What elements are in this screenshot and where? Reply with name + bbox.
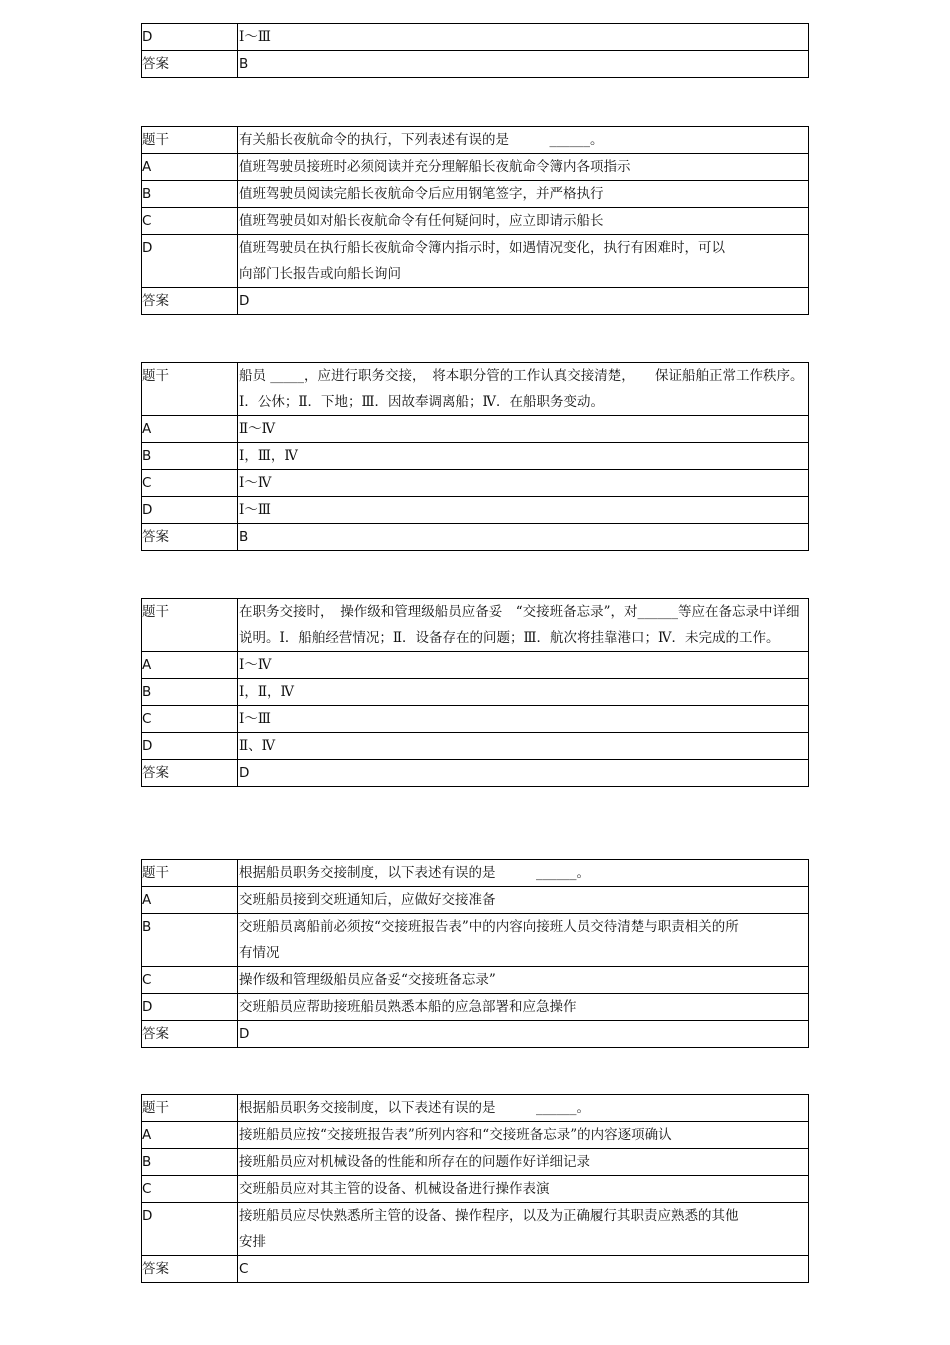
option-row-d — [142, 994, 809, 1021]
stem-text: 在职务交接时， 操作级和管理级船员应备妥 “交接班备忘录”，对______等应在备忘录中详细说明。Ⅰ．船舶经营情况；Ⅱ．设备存在的问题；Ⅲ．航次将挂靠港口；Ⅳ．未完成的工作。 — [238, 599, 809, 652]
option-label: D — [142, 235, 238, 288]
stem-text: 根据船员职务交接制度，以下表述有误的是 ______。 — [238, 1095, 809, 1122]
option-row-d — [142, 1203, 809, 1256]
option-row-c — [142, 1176, 809, 1203]
option-row-b — [142, 914, 809, 967]
answer-row — [142, 760, 809, 787]
option-text: Ⅰ～Ⅳ — [238, 652, 809, 679]
answer-label: 答案 — [142, 1256, 238, 1283]
question-table-2 — [141, 362, 809, 551]
option-label: A — [142, 416, 238, 443]
option-label: B — [142, 181, 238, 208]
option-text: 交班船员离船前必须按“交接班报告表”中的内容向接班人员交待清楚与职责相关的所有情况 — [238, 914, 809, 967]
option-text: Ⅱ、Ⅳ — [238, 733, 809, 760]
stem-label: 题干 — [142, 127, 238, 154]
stem-label: 题干 — [142, 1095, 238, 1122]
question-table-1 — [141, 126, 809, 315]
option-label: A — [142, 652, 238, 679]
stem-text: 有关船长夜航命令的执行，下列表述有误的是 ______。 — [238, 127, 809, 154]
option-text: Ⅰ～Ⅲ — [238, 706, 809, 733]
option-text: 接班船员应对机械设备的性能和所存在的问题作好详细记录 — [238, 1149, 809, 1176]
option-row-b — [142, 181, 809, 208]
stem-row — [142, 363, 809, 416]
answer-value: D — [238, 1021, 809, 1048]
stem-text: 根据船员职务交接制度，以下表述有误的是 ______。 — [238, 860, 809, 887]
option-text: 交班船员应帮助接班船员熟悉本船的应急部署和应急操作 — [238, 994, 809, 1021]
option-label: D — [142, 1203, 238, 1256]
option-text: Ⅰ～Ⅲ — [238, 24, 809, 51]
option-text: Ⅰ～Ⅲ — [238, 497, 809, 524]
answer-value: D — [238, 760, 809, 787]
option-row-b — [142, 679, 809, 706]
answer-row — [142, 1021, 809, 1048]
stem-row — [142, 860, 809, 887]
option-row-a — [142, 1122, 809, 1149]
option-row-c — [142, 967, 809, 994]
option-label: D — [142, 733, 238, 760]
option-label: C — [142, 208, 238, 235]
option-row-d — [142, 235, 809, 288]
stem-label: 题干 — [142, 860, 238, 887]
option-text: 操作级和管理级船员应备妥“交接班备忘录” — [238, 967, 809, 994]
option-text: 交班船员接到交班通知后，应做好交接准备 — [238, 887, 809, 914]
stem-row — [142, 1095, 809, 1122]
answer-label: 答案 — [142, 51, 238, 78]
option-label: B — [142, 443, 238, 470]
option-text: 值班驾驶员阅读完船长夜航命令后应用钢笔签字，并严格执行 — [238, 181, 809, 208]
answer-label: 答案 — [142, 524, 238, 551]
option-row-a — [142, 887, 809, 914]
option-text: 值班驾驶员在执行船长夜航命令簿内指示时，如遇情况变化，执行有困难时，可以向部门长报告或向船长询问 — [238, 235, 809, 288]
option-row-a — [142, 652, 809, 679]
answer-label: 答案 — [142, 760, 238, 787]
answer-row — [142, 288, 809, 315]
option-row-d — [142, 733, 809, 760]
answer-label: 答案 — [142, 288, 238, 315]
option-text: 接班船员应尽快熟悉所主管的设备、操作程序，以及为正确履行其职责应熟悉的其他安排 — [238, 1203, 809, 1256]
option-label: B — [142, 1149, 238, 1176]
option-label: B — [142, 679, 238, 706]
option-text: 交班船员应对其主管的设备、机械设备进行操作表演 — [238, 1176, 809, 1203]
option-label: D — [142, 497, 238, 524]
answer-row — [142, 1256, 809, 1283]
question-table-4 — [141, 859, 809, 1048]
option-text: Ⅰ，Ⅱ，Ⅳ — [238, 679, 809, 706]
option-row-d — [142, 24, 809, 51]
option-text: 值班驾驶员如对船长夜航命令有任何疑问时，应立即请示船长 — [238, 208, 809, 235]
option-text: Ⅰ～Ⅳ — [238, 470, 809, 497]
option-text: Ⅰ，Ⅲ，Ⅳ — [238, 443, 809, 470]
stem-label: 题干 — [142, 363, 238, 416]
answer-value: D — [238, 288, 809, 315]
question-table-3 — [141, 598, 809, 787]
answer-label: 答案 — [142, 1021, 238, 1048]
answer-row — [142, 524, 809, 551]
answer-value: C — [238, 1256, 809, 1283]
answer-row — [142, 51, 809, 78]
option-text: Ⅱ～Ⅳ — [238, 416, 809, 443]
option-label: A — [142, 154, 238, 181]
option-row-c — [142, 706, 809, 733]
option-label: B — [142, 914, 238, 967]
option-label: A — [142, 1122, 238, 1149]
stem-label: 题干 — [142, 599, 238, 652]
stem-text: 船员 _____，应进行职务交接， 将本职分管的工作认真交接清楚， 保证船舶正常工作秩序。Ⅰ．公休；Ⅱ．下地；Ⅲ．因故奉调离船；Ⅳ．在船职务变动。 — [238, 363, 809, 416]
answer-value: B — [238, 51, 809, 78]
option-row-b — [142, 1149, 809, 1176]
question-table-0 — [141, 23, 809, 78]
option-label: A — [142, 887, 238, 914]
stem-row — [142, 599, 809, 652]
option-row-c — [142, 470, 809, 497]
option-row-c — [142, 208, 809, 235]
question-table-5 — [141, 1094, 809, 1283]
option-label: C — [142, 470, 238, 497]
option-row-a — [142, 416, 809, 443]
stem-row — [142, 127, 809, 154]
option-label: C — [142, 1176, 238, 1203]
option-row-d — [142, 497, 809, 524]
option-label: C — [142, 967, 238, 994]
option-row-b — [142, 443, 809, 470]
answer-value: B — [238, 524, 809, 551]
option-text: 接班船员应按“交接班报告表”所列内容和“交接班备忘录”的内容逐项确认 — [238, 1122, 809, 1149]
option-label: D — [142, 994, 238, 1021]
option-label: C — [142, 706, 238, 733]
option-text: 值班驾驶员接班时必须阅读并充分理解船长夜航命令簿内各项指示 — [238, 154, 809, 181]
option-row-a — [142, 154, 809, 181]
option-label: D — [142, 24, 238, 51]
